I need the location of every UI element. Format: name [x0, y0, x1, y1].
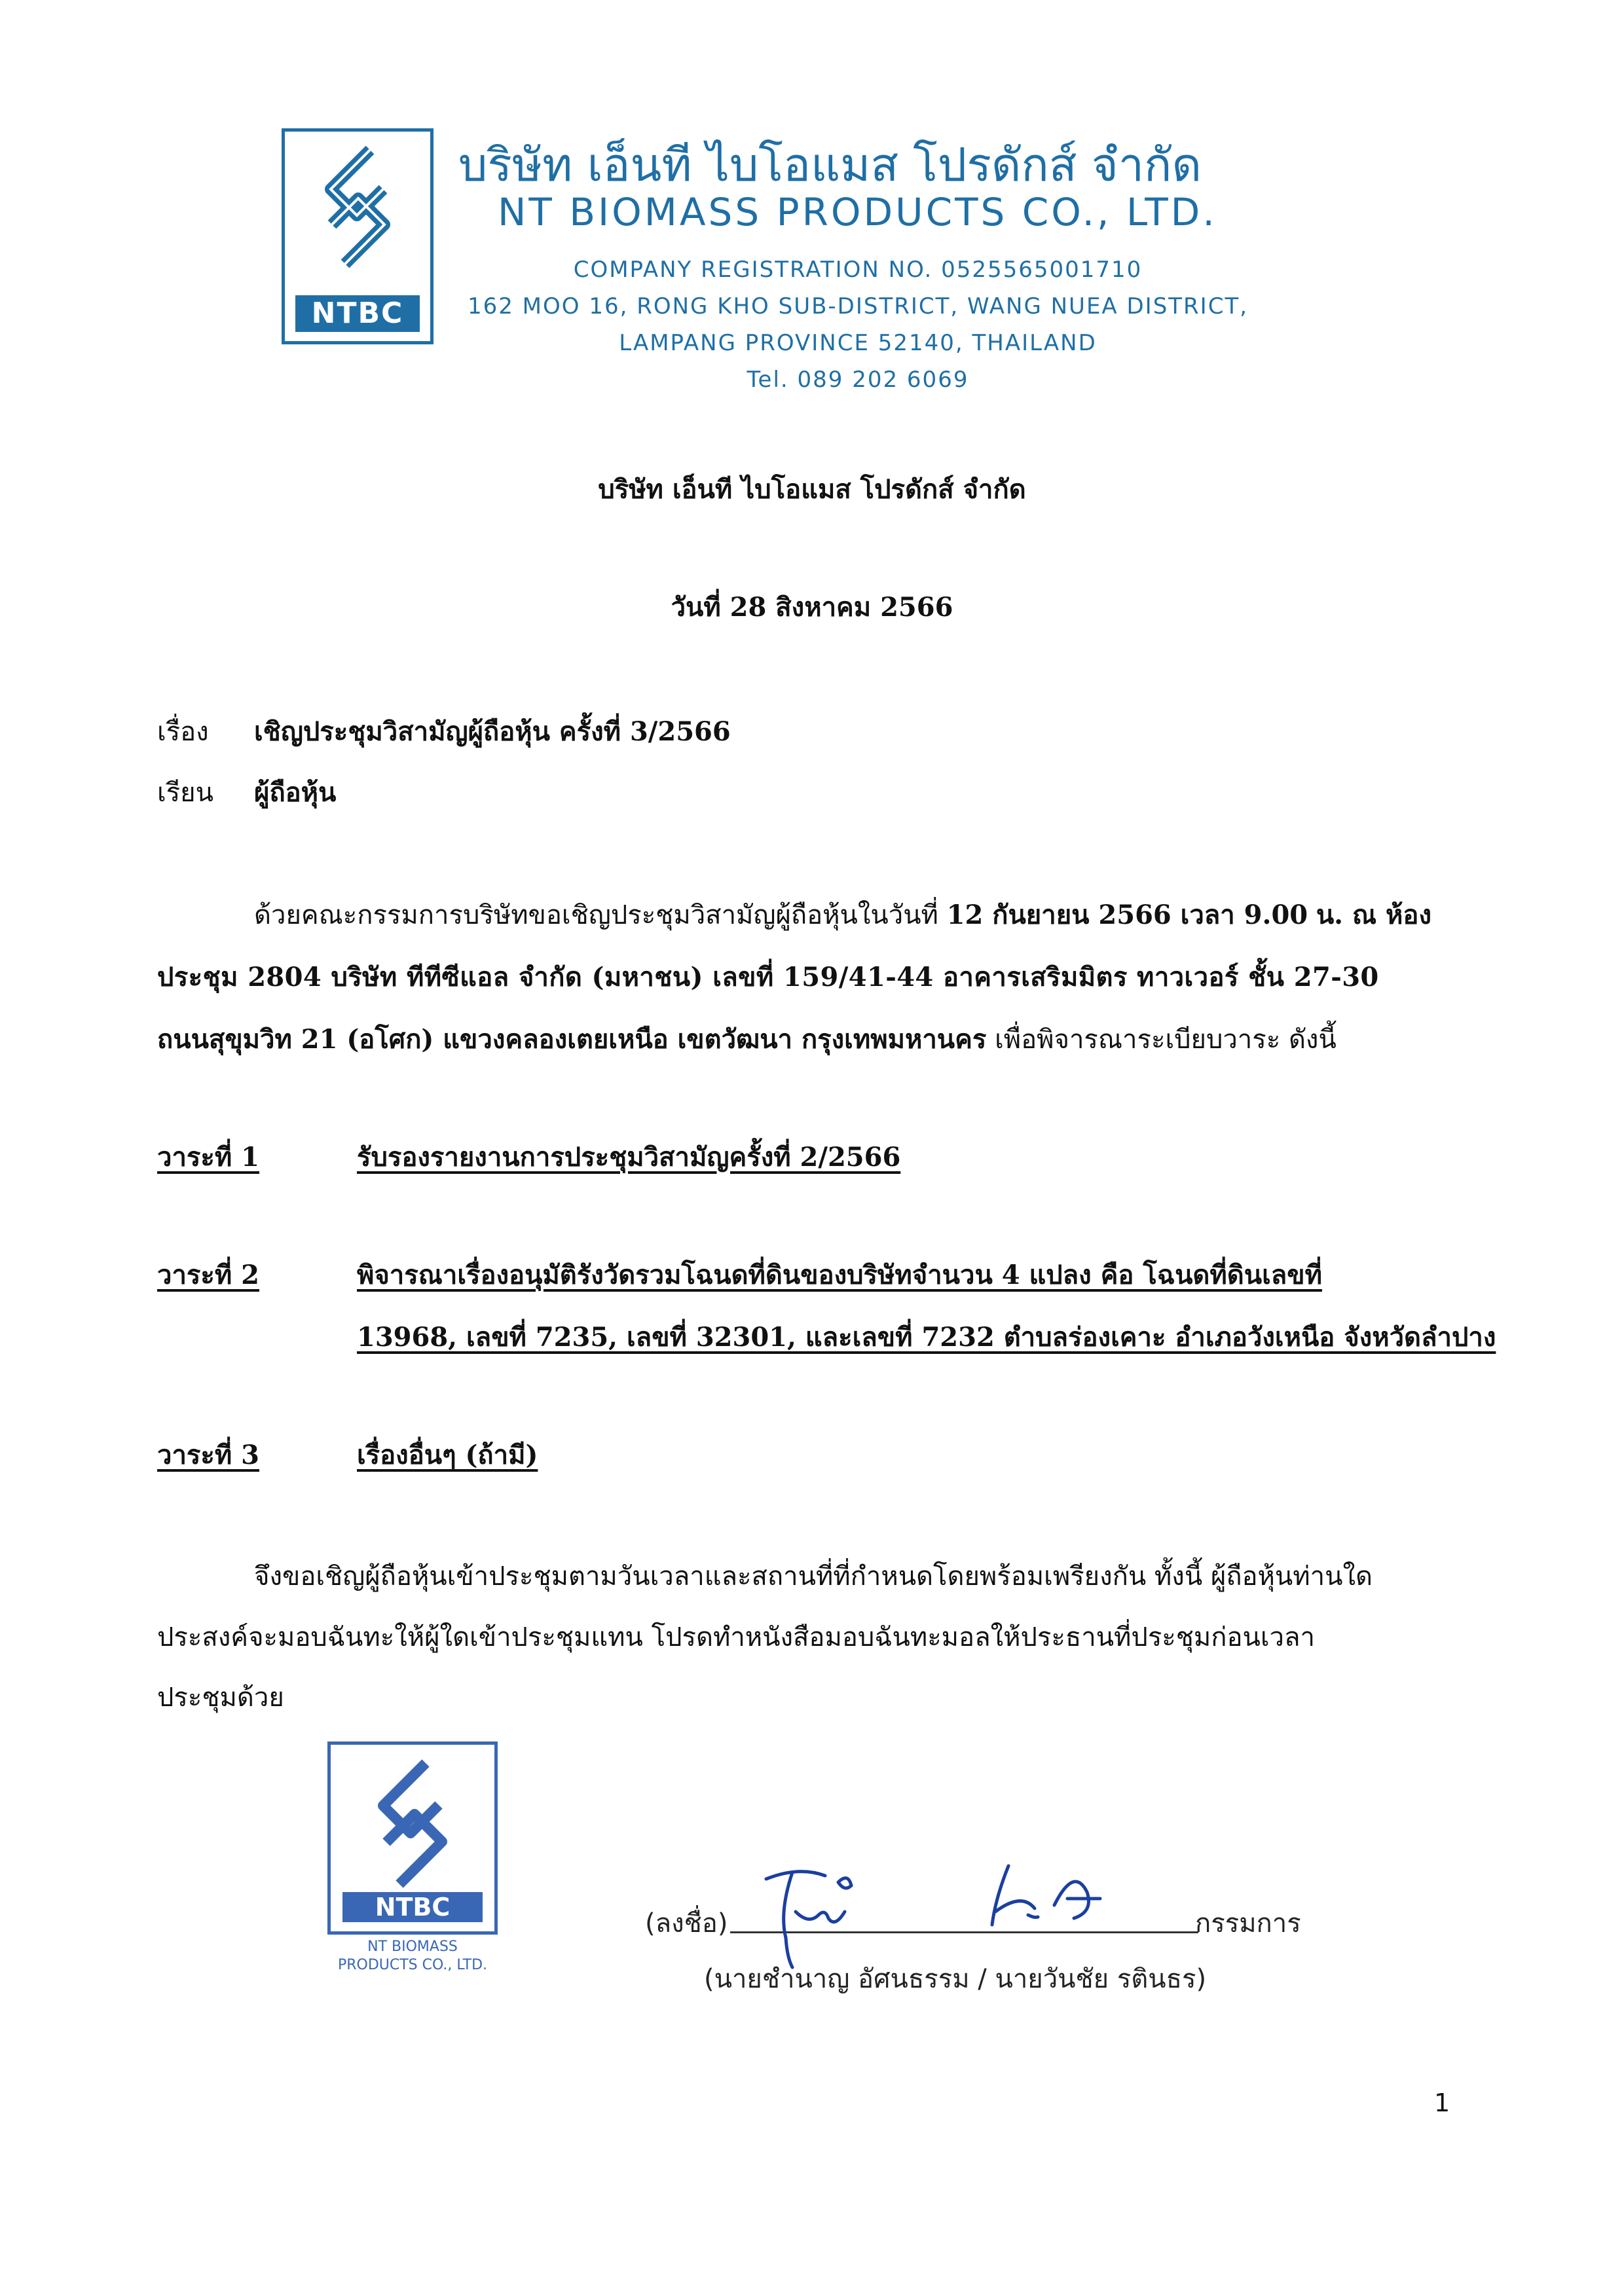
recipient-text: ผู้ถือหุ้น — [254, 777, 337, 808]
intro-line-2: ประชุม 2804 บริษัท ทีทีซีแอล จำกัด (มหาชน) เลขที่ 159/41-44 อาคารเสริมมิตร ทาวเวอร์ ชั้น 27-30 — [157, 962, 1379, 993]
meeting-datetime: 12 กันยายน 2566 เวลา 9.00 — [946, 900, 1308, 930]
agenda-2-text-line-1: พิจารณาเรื่องอนุมัติรังวัดรวมโฉนดที่ดินของบริษัทจำนวน 4 แปลง คือ โฉนดที่ดินเลขที่ — [357, 1260, 1322, 1290]
company-address-line-2: LAMPANG PROVINCE 52140, THAILAND — [619, 330, 1097, 356]
signature-suffix: กรรมการ — [1195, 1908, 1301, 1939]
intro-line-1 — [254, 894, 1431, 936]
intro-line-1-tail: น. ณ ห้อง — [1316, 900, 1431, 930]
agenda-2-text-line-2: 13968, เลขที่ 7235, เลขที่ 32301, และเลขที่ 7232 ตำบลร่องเคาะ อำเภอวังเหนือ จังหวัดลำปาง — [357, 1322, 1496, 1353]
agenda-2-label: วาระที่ 2 — [157, 1260, 260, 1290]
company-name-english: NT BIOMASS PRODUCTS CO., LTD. — [498, 190, 1217, 234]
subject-label: เรื่อง — [157, 717, 209, 747]
company-tel: Tel. 089 202 6069 — [747, 367, 969, 393]
company-logo — [282, 128, 434, 344]
letter-date: วันที่ 28 สิงหาคม 2566 — [671, 592, 953, 623]
intro-line-3 — [157, 1018, 1337, 1060]
subject-text: เชิญประชุมวิสามัญผู้ถือหุ้น ครั้งที่ 3/2566 — [254, 716, 731, 747]
stamp-subtitle-2: PRODUCTS CO., LTD. — [337, 1957, 488, 1973]
stamp-emblem-icon — [337, 1750, 488, 1894]
meeting-location: ถนนสุขุมวิท 21 (อโศก) แขวงคลองเตยเหนือ เขตวัฒนา กรุงเทพมหานคร — [157, 1024, 987, 1055]
company-stamp — [327, 1741, 498, 1935]
stamp-subtitle-1: NT BIOMASS — [367, 1939, 458, 1955]
agenda-3-text: เรื่องอื่นๆ (ถ้ามี) — [357, 1440, 538, 1470]
signatory-names: (นายชำนาญ อัศนธรรม / นายวันชัย รตินธร) — [704, 1964, 1207, 1994]
page-number: 1 — [1434, 2088, 1450, 2117]
closing-line-2: ประสงค์จะมอบฉันทะให้ผู้ใดเข้าประชุมแทน โปรดทำหนังสือมอบฉันทะมอลให้ประธานที่ประชุมก่อนเวลา — [157, 1622, 1315, 1652]
closing-line-3: ประชุมด้วย — [157, 1683, 284, 1713]
agenda-1-text: รับรองรายงานการประชุมวิสามัญครั้งที่ 2/2566 — [357, 1142, 901, 1173]
intro-line-3-tail: เพื่อพิจารณาระเบียบวาระ ดังนี้ — [995, 1025, 1337, 1055]
company-registration: COMPANY REGISTRATION NO. 0525565001710 — [573, 257, 1143, 283]
company-name-thai: บริษัท เอ็นที ไบโอแมส โปรดักส์ จำกัด — [458, 138, 1202, 192]
signature-prefix: (ลงชื่อ) — [645, 1908, 728, 1939]
agenda-3-label: วาระที่ 3 — [157, 1440, 260, 1470]
handwritten-signatures — [747, 1853, 1139, 1971]
logo-emblem-icon — [291, 138, 424, 276]
closing-line-1: จึงขอเชิญผู้ถือหุ้นเข้าประชุมตามวันเวลาและสถานที่ที่กำหนดโดยพร้อมเพรียงกัน ทั้งนี้ ผู้ถือหุ้นท่านใด — [254, 1561, 1373, 1592]
recipient-label: เรียน — [157, 778, 213, 808]
logo-text: NTBC — [295, 295, 420, 332]
heading-company: บริษัท เอ็นที ไบโอแมส โปรดักส์ จำกัด — [598, 474, 1026, 505]
intro-line-1-text: ด้วยคณะกรรมการบริษัทขอเชิญประชุมวิสามัญผู้ถือหุ้นในวันที่ — [254, 900, 938, 930]
agenda-1-label: วาระที่ 1 — [157, 1142, 260, 1173]
stamp-text: NTBC — [342, 1892, 483, 1922]
company-address-line-1: 162 MOO 16, RONG KHO SUB-DISTRICT, WANG NUEA DISTRICT, — [467, 293, 1249, 319]
